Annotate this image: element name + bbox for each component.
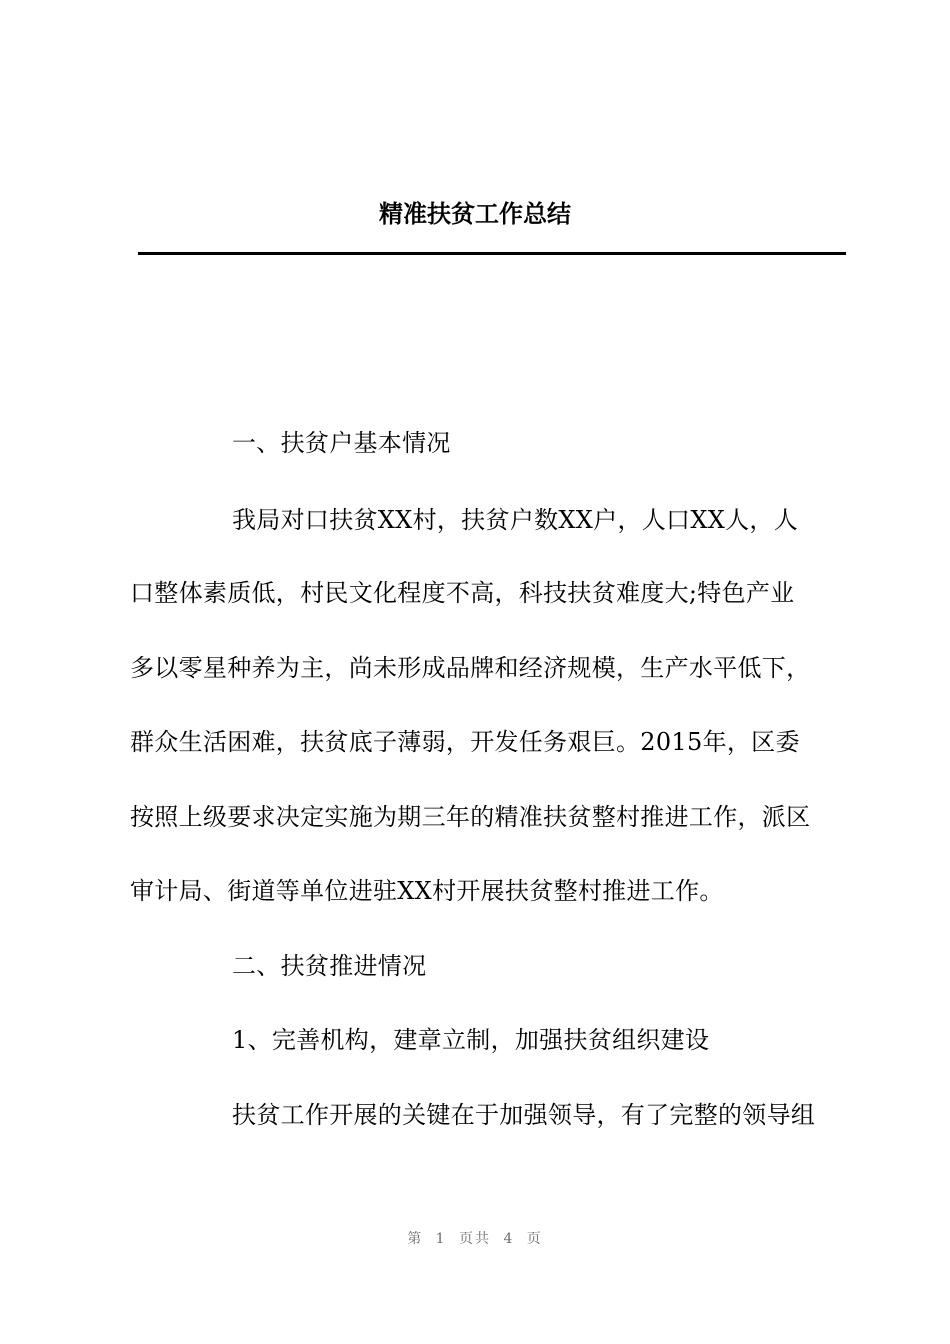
paragraph-line: 按照上级要求决定实施为期三年的精准扶贫整村推进工作，派区 <box>130 803 811 831</box>
paragraph-line: 多以零星种养为主，尚未形成品牌和经济规模，生产水平低下， <box>130 654 811 682</box>
title-underline <box>138 252 846 255</box>
section-heading-2: 二、扶贫推进情况 <box>232 952 427 980</box>
paragraph-line: 口整体素质低，村民文化程度不高，科技扶贫难度大;特色产业 <box>130 579 795 607</box>
paragraph-line: 扶贫工作开展的关键在于加强领导，有了完整的领导组 <box>232 1101 816 1129</box>
document-title: 精准扶贫工作总结 <box>379 199 571 228</box>
paragraph-line: 群众生活困难，扶贫底子薄弱，开发任务艰巨。2015年，区委 <box>130 728 800 756</box>
page-number-footer: 第 1 页共 4 页 <box>407 1231 543 1247</box>
paragraph-line: 我局对口扶贫XX村，扶贫户数XX户，人口XX人，人 <box>232 506 799 534</box>
section-heading-1: 一、扶贫户基本情况 <box>232 429 451 457</box>
subsection-heading: 1、完善机构，建章立制，加强扶贫组织建设 <box>232 1026 710 1054</box>
paragraph-line: 审计局、街道等单位进驻XX村开展扶贫整村推进工作。 <box>130 877 724 905</box>
